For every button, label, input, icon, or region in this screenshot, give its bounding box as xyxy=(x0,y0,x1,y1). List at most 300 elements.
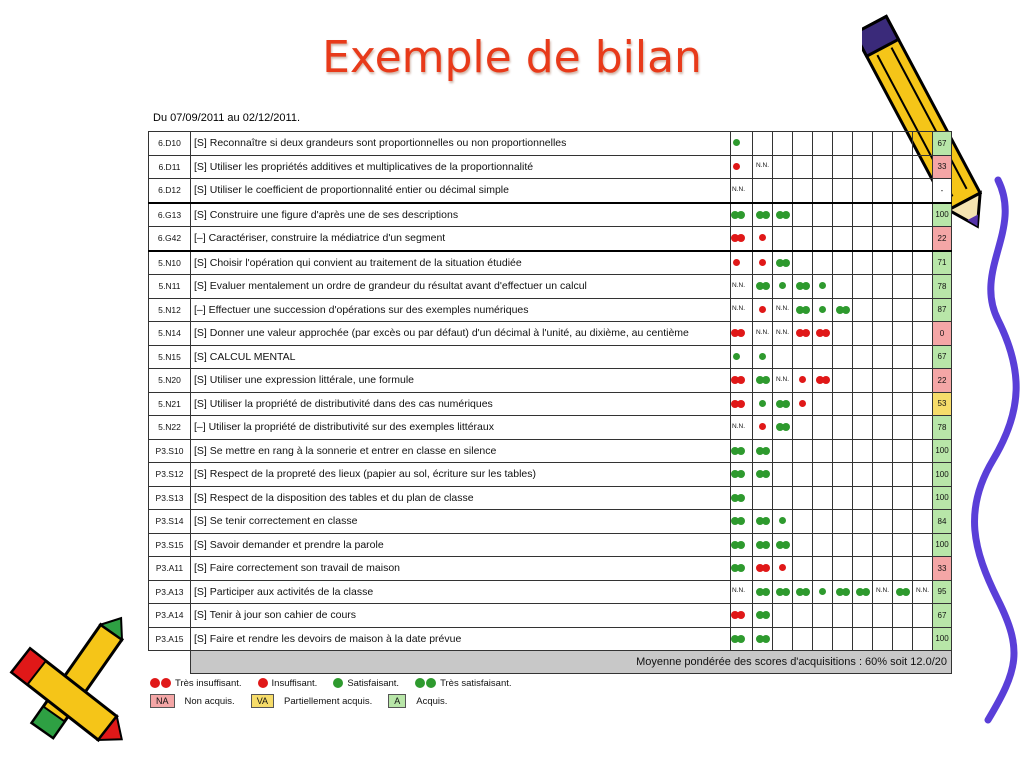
score-cell: 22 xyxy=(933,369,952,393)
not-noted-mark: N.N. xyxy=(756,162,769,170)
assessment-cell xyxy=(731,345,753,369)
green-dot-icon xyxy=(737,470,745,478)
red-dot-icon xyxy=(733,259,740,266)
assessment-cell xyxy=(773,345,793,369)
assessment-cell xyxy=(833,392,853,416)
assessment-cell xyxy=(793,486,813,510)
assessment-cell xyxy=(731,486,753,510)
badge-va: VA xyxy=(251,694,274,708)
assessment-cell xyxy=(833,179,853,203)
assessment-cell xyxy=(833,251,853,275)
table-row xyxy=(149,604,952,628)
assessment-cell xyxy=(853,533,873,557)
assessment-cell xyxy=(913,132,933,156)
assessment-cell xyxy=(853,203,873,227)
assessment-cell xyxy=(773,227,793,251)
competency-label: [S] Savoir demander et prendre la parole xyxy=(191,533,731,557)
assessment-cell xyxy=(731,627,753,651)
green-dot-icon xyxy=(862,588,870,596)
competency-label: [S] Utiliser le coefficient de proportionnalité entier ou décimal simple xyxy=(191,179,731,203)
competency-label: [S] Respect de la propreté des lieux (papier au sol, écriture sur les tables) xyxy=(191,463,731,487)
assessment-cell xyxy=(853,510,873,534)
assessment-cell xyxy=(893,533,913,557)
green-dot-icon xyxy=(902,588,910,596)
assessment-cell xyxy=(793,604,813,628)
red-dot-icon xyxy=(733,163,740,170)
assessment-cell xyxy=(893,322,913,346)
assessment-cell xyxy=(793,369,813,393)
assessment-cell xyxy=(913,627,933,651)
assessment-cell xyxy=(753,322,773,346)
assessment-cell xyxy=(753,369,773,393)
assessment-cell xyxy=(873,627,893,651)
assessment-cell xyxy=(731,580,753,604)
red-dot-icon xyxy=(258,678,268,688)
assessment-cell xyxy=(793,345,813,369)
assessment-cell xyxy=(793,416,813,440)
competency-code: 6.G42 xyxy=(149,227,191,251)
competency-code: 5.N10 xyxy=(149,251,191,275)
assessment-cell xyxy=(813,463,833,487)
score-cell: 67 xyxy=(933,604,952,628)
assessment-cell xyxy=(913,203,933,227)
assessment-cell xyxy=(753,557,773,581)
assessment-cell xyxy=(753,580,773,604)
red-dot-icon xyxy=(759,306,766,313)
green-dot-icon xyxy=(782,400,790,408)
assessment-cell xyxy=(731,251,753,275)
competency-label: [S] Faire correctement son travail de maison xyxy=(191,557,731,581)
red-double-dot-icon-part xyxy=(161,678,171,688)
assessment-cell xyxy=(753,203,773,227)
assessment-cell xyxy=(793,155,813,179)
assessment-cell xyxy=(793,463,813,487)
red-dot-icon xyxy=(759,234,766,241)
assessment-cell xyxy=(813,203,833,227)
competency-label: [S] Utiliser la propriété de distributivité dans des cas numériques xyxy=(191,392,731,416)
assessment-cell xyxy=(913,251,933,275)
score-cell: 100 xyxy=(933,203,952,227)
competency-label: [–] Effectuer une succession d'opérations sur des exemples numériques xyxy=(191,298,731,322)
competency-table-body xyxy=(149,132,952,674)
competency-label: [S] Donner une valeur approchée (par excès ou par défaut) d'un décimal à l'unité, au dixième, au centième xyxy=(191,322,731,346)
assessment-cell xyxy=(833,604,853,628)
competency-code: 6.D12 xyxy=(149,179,191,203)
competency-code: 5.N14 xyxy=(149,322,191,346)
assessment-cell xyxy=(731,557,753,581)
assessment-cell xyxy=(793,179,813,203)
assessment-cell xyxy=(731,155,753,179)
assessment-cell xyxy=(793,251,813,275)
competency-label: [S] Evaluer mentalement un ordre de grandeur du résultat avant d'effectuer un calcul xyxy=(191,275,731,299)
score-cell: 0 xyxy=(933,322,952,346)
assessment-cell xyxy=(753,604,773,628)
table-row xyxy=(149,486,952,510)
assessment-cell xyxy=(853,298,873,322)
assessment-cell xyxy=(813,298,833,322)
score-cell: 100 xyxy=(933,627,952,651)
assessment-cell xyxy=(873,203,893,227)
assessment-cell xyxy=(731,369,753,393)
assessment-cell xyxy=(813,416,833,440)
assessment-cell xyxy=(773,369,793,393)
green-dot-icon xyxy=(759,353,766,360)
green-dot-icon xyxy=(802,306,810,314)
green-dot-icon xyxy=(737,494,745,502)
assessment-cell xyxy=(731,463,753,487)
score-cell: 95 xyxy=(933,580,952,604)
assessment-cell xyxy=(893,510,913,534)
legend-tres-satisfaisant xyxy=(415,678,511,689)
green-dot-icon xyxy=(819,282,826,289)
red-dot-icon xyxy=(737,611,745,619)
red-dot-icon xyxy=(737,234,745,242)
assessment-cell xyxy=(893,604,913,628)
score-cell: 100 xyxy=(933,486,952,510)
assessment-cell xyxy=(813,155,833,179)
assessment-cell xyxy=(773,392,793,416)
badge-a: A xyxy=(388,694,406,708)
assessment-cell xyxy=(753,533,773,557)
assessment-cell xyxy=(731,227,753,251)
assessment-cell xyxy=(773,298,793,322)
assessment-cell xyxy=(773,275,793,299)
assessment-cell xyxy=(793,227,813,251)
competency-label: [S] Reconnaître si deux grandeurs sont proportionnelles ou non proportionnelles xyxy=(191,132,731,156)
not-noted-mark: N.N. xyxy=(916,587,929,595)
assessment-cell xyxy=(873,439,893,463)
assessment-cell xyxy=(773,155,793,179)
assessment-cell xyxy=(893,463,913,487)
score-cell: 67 xyxy=(933,345,952,369)
assessment-cell xyxy=(731,604,753,628)
green-dot-icon xyxy=(737,635,745,643)
assessment-cell xyxy=(753,132,773,156)
competency-label: [–] Utiliser la propriété de distributivité sur des exemples littéraux xyxy=(191,416,731,440)
green-dot-icon xyxy=(737,517,745,525)
assessment-cell xyxy=(893,416,913,440)
green-dot-icon xyxy=(762,611,770,619)
assessment-cell xyxy=(913,392,933,416)
assessment-cell xyxy=(813,392,833,416)
assessment-cell xyxy=(753,345,773,369)
assessment-cell xyxy=(833,155,853,179)
not-noted-mark: N.N. xyxy=(732,281,745,289)
green-dot-icon xyxy=(759,400,766,407)
assessment-cell xyxy=(813,275,833,299)
legend-satisfaisant-label: Satisfaisant. xyxy=(347,677,400,689)
assessment-cell xyxy=(793,203,813,227)
assessment-cell xyxy=(873,580,893,604)
not-noted-mark: N.N. xyxy=(776,305,789,313)
assessment-cell xyxy=(731,298,753,322)
competency-code: P3.S14 xyxy=(149,510,191,534)
not-noted-mark: N.N. xyxy=(876,587,889,595)
green-dot-icon xyxy=(762,376,770,384)
assessment-cell xyxy=(873,322,893,346)
assessment-cell xyxy=(753,416,773,440)
assessment-cell xyxy=(913,510,933,534)
assessment-cell xyxy=(793,557,813,581)
not-noted-mark: N.N. xyxy=(756,328,769,336)
green-dot-icon xyxy=(762,470,770,478)
score-cell: 87 xyxy=(933,298,952,322)
green-dot-icon xyxy=(737,564,745,572)
competency-label: [S] Faire et rendre les devoirs de maison à la date prévue xyxy=(191,627,731,651)
assessment-cell xyxy=(753,439,773,463)
score-cell: 53 xyxy=(933,392,952,416)
assessment-cell xyxy=(773,580,793,604)
assessment-cell xyxy=(893,227,913,251)
green-dot-icon xyxy=(819,306,826,313)
score-cell: 84 xyxy=(933,510,952,534)
assessment-cell xyxy=(813,251,833,275)
assessment-cell xyxy=(753,179,773,203)
red-dot-icon xyxy=(737,329,745,337)
badge-na-label: Non acquis. xyxy=(184,695,235,707)
score-cell: 33 xyxy=(933,557,952,581)
green-dot-icon xyxy=(733,353,740,360)
competency-label: [S] Tenir à jour son cahier de cours xyxy=(191,604,731,628)
assessment-cell xyxy=(913,322,933,346)
assessment-cell xyxy=(853,369,873,393)
competency-label: [S] Utiliser les propriétés additives et multiplicatives de la proportionnalité xyxy=(191,155,731,179)
table-row xyxy=(149,463,952,487)
assessment-cell xyxy=(913,155,933,179)
red-dot-icon xyxy=(737,376,745,384)
table-row xyxy=(149,533,952,557)
green-dot-icon xyxy=(762,588,770,596)
badge-na: NA xyxy=(150,694,175,708)
assessment-cell xyxy=(853,345,873,369)
table-row xyxy=(149,416,952,440)
green-dot-icon xyxy=(737,211,745,219)
competency-code: P3.S13 xyxy=(149,486,191,510)
assessment-cell xyxy=(893,345,913,369)
assessment-cell xyxy=(853,392,873,416)
table-row xyxy=(149,203,952,227)
assessment-cell xyxy=(833,463,853,487)
table-row xyxy=(149,510,952,534)
average-row-spacer xyxy=(149,651,191,674)
assessment-cell xyxy=(753,627,773,651)
assessment-cell xyxy=(813,322,833,346)
competency-table xyxy=(148,131,952,674)
green-dot-icon xyxy=(819,588,826,595)
assessment-cell xyxy=(913,486,933,510)
green-dot-icon xyxy=(779,517,786,524)
table-row xyxy=(149,392,952,416)
assessment-cell xyxy=(893,557,913,581)
assessment-cell xyxy=(813,227,833,251)
assessment-cell xyxy=(873,604,893,628)
assessment-cell xyxy=(913,580,933,604)
table-row xyxy=(149,155,952,179)
competency-code: 5.N21 xyxy=(149,392,191,416)
table-row xyxy=(149,322,952,346)
assessment-cell xyxy=(833,322,853,346)
assessment-cell xyxy=(753,227,773,251)
green-dot-icon xyxy=(762,541,770,549)
assessment-cell xyxy=(773,439,793,463)
assessment-cell xyxy=(853,580,873,604)
assessment-cell xyxy=(773,416,793,440)
green-dot-icon xyxy=(782,588,790,596)
table-row xyxy=(149,557,952,581)
average-row xyxy=(149,651,952,674)
score-cell: 33 xyxy=(933,155,952,179)
assessment-cell xyxy=(893,298,913,322)
assessment-cell xyxy=(833,298,853,322)
green-dot-icon xyxy=(802,282,810,290)
table-row xyxy=(149,251,952,275)
assessment-cell xyxy=(873,132,893,156)
competency-label: [S] Construire une figure d'après une de ses descriptions xyxy=(191,203,731,227)
assessment-cell xyxy=(833,345,853,369)
assessment-cell xyxy=(893,439,913,463)
legend-badges-line xyxy=(150,692,522,710)
not-noted-mark: N.N. xyxy=(732,305,745,313)
assessment-cell xyxy=(873,463,893,487)
legend-insuffisant-label: Insuffisant. xyxy=(271,677,318,689)
table-row xyxy=(149,227,952,251)
green-dot-icon xyxy=(762,211,770,219)
assessment-cell xyxy=(853,227,873,251)
assessment-cell xyxy=(731,203,753,227)
assessment-cell xyxy=(893,580,913,604)
competency-code: P3.A13 xyxy=(149,580,191,604)
assessment-cell xyxy=(893,203,913,227)
assessment-cell xyxy=(833,510,853,534)
red-dot-icon xyxy=(822,329,830,337)
green-dot-icon xyxy=(782,259,790,267)
assessment-cell xyxy=(833,557,853,581)
competency-code: P3.S10 xyxy=(149,439,191,463)
competency-label: [–] Caractériser, construire la médiatrice d'un segment xyxy=(191,227,731,251)
assessment-cell xyxy=(833,275,853,299)
assessment-cell xyxy=(853,251,873,275)
assessment-cell xyxy=(793,580,813,604)
legend-satisfaisant xyxy=(333,678,399,689)
assessment-cell xyxy=(793,322,813,346)
assessment-cell xyxy=(833,533,853,557)
assessment-cell xyxy=(833,369,853,393)
not-noted-mark: N.N. xyxy=(776,328,789,336)
legend-insuffisant xyxy=(258,678,318,689)
assessment-cell xyxy=(813,627,833,651)
slide-title: Exemple de bilan xyxy=(322,32,702,83)
assessment-cell xyxy=(853,179,873,203)
score-cell: - xyxy=(933,179,952,203)
legend-dots-line xyxy=(150,674,522,692)
competency-code: 5.N20 xyxy=(149,369,191,393)
green-dot-icon xyxy=(802,588,810,596)
assessment-cell xyxy=(813,510,833,534)
score-cell: 78 xyxy=(933,416,952,440)
assessment-cell xyxy=(913,439,933,463)
red-dot-icon xyxy=(799,376,806,383)
assessment-cell xyxy=(853,322,873,346)
assessment-cell xyxy=(813,486,833,510)
competency-code: 5.N11 xyxy=(149,275,191,299)
assessment-cell xyxy=(773,510,793,534)
assessment-cell xyxy=(753,510,773,534)
assessment-cell xyxy=(793,533,813,557)
competency-code: 5.N12 xyxy=(149,298,191,322)
red-double-dot-icon xyxy=(150,678,160,688)
assessment-cell xyxy=(893,275,913,299)
green-dot-icon xyxy=(782,423,790,431)
assessment-cell xyxy=(893,155,913,179)
assessment-cell xyxy=(853,439,873,463)
assessment-cell xyxy=(873,179,893,203)
crayons-bottom-left-illustration xyxy=(0,615,145,765)
competency-label: [S] Se mettre en rang à la sonnerie et entrer en classe en silence xyxy=(191,439,731,463)
competency-code: 6.D11 xyxy=(149,155,191,179)
green-dot-icon xyxy=(779,282,786,289)
assessment-cell xyxy=(753,392,773,416)
red-dot-icon xyxy=(762,564,770,572)
assessment-cell xyxy=(913,227,933,251)
assessment-cell xyxy=(793,392,813,416)
not-noted-mark: N.N. xyxy=(732,422,745,430)
assessment-cell xyxy=(793,132,813,156)
assessment-cell xyxy=(813,580,833,604)
assessment-cell xyxy=(853,557,873,581)
assessment-cell xyxy=(893,627,913,651)
assessment-cell xyxy=(853,132,873,156)
assessment-cell xyxy=(773,179,793,203)
green-dot-icon xyxy=(733,139,740,146)
assessment-cell xyxy=(731,510,753,534)
score-cell: 78 xyxy=(933,275,952,299)
competency-label: [S] CALCUL MENTAL xyxy=(191,345,731,369)
assessment-cell xyxy=(813,557,833,581)
assessment-cell xyxy=(773,627,793,651)
assessment-cell xyxy=(893,132,913,156)
table-row xyxy=(149,369,952,393)
assessment-cell xyxy=(731,132,753,156)
score-cell: 100 xyxy=(933,463,952,487)
red-dot-icon xyxy=(822,376,830,384)
assessment-cell xyxy=(753,463,773,487)
table-row xyxy=(149,580,952,604)
assessment-cell xyxy=(793,510,813,534)
assessment-cell xyxy=(913,463,933,487)
assessment-cell xyxy=(813,369,833,393)
competency-code: 5.N22 xyxy=(149,416,191,440)
red-dot-icon xyxy=(759,259,766,266)
assessment-cell xyxy=(833,203,853,227)
table-row xyxy=(149,298,952,322)
assessment-cell xyxy=(833,416,853,440)
average-summary: Moyenne pondérée des scores d'acquisitions : 60% soit 12.0/20 xyxy=(191,651,952,674)
assessment-cell xyxy=(853,275,873,299)
assessment-cell xyxy=(873,227,893,251)
assessment-cell xyxy=(731,322,753,346)
assessment-cell xyxy=(873,155,893,179)
assessment-cell xyxy=(731,439,753,463)
green-double-dot-icon-part xyxy=(426,678,436,688)
red-dot-icon xyxy=(779,564,786,571)
assessment-cell xyxy=(753,155,773,179)
table-row xyxy=(149,132,952,156)
assessment-cell xyxy=(773,604,793,628)
assessment-cell xyxy=(913,275,933,299)
competency-label: [S] Participer aux activités de la classe xyxy=(191,580,731,604)
assessment-cell xyxy=(813,533,833,557)
assessment-cell xyxy=(773,132,793,156)
